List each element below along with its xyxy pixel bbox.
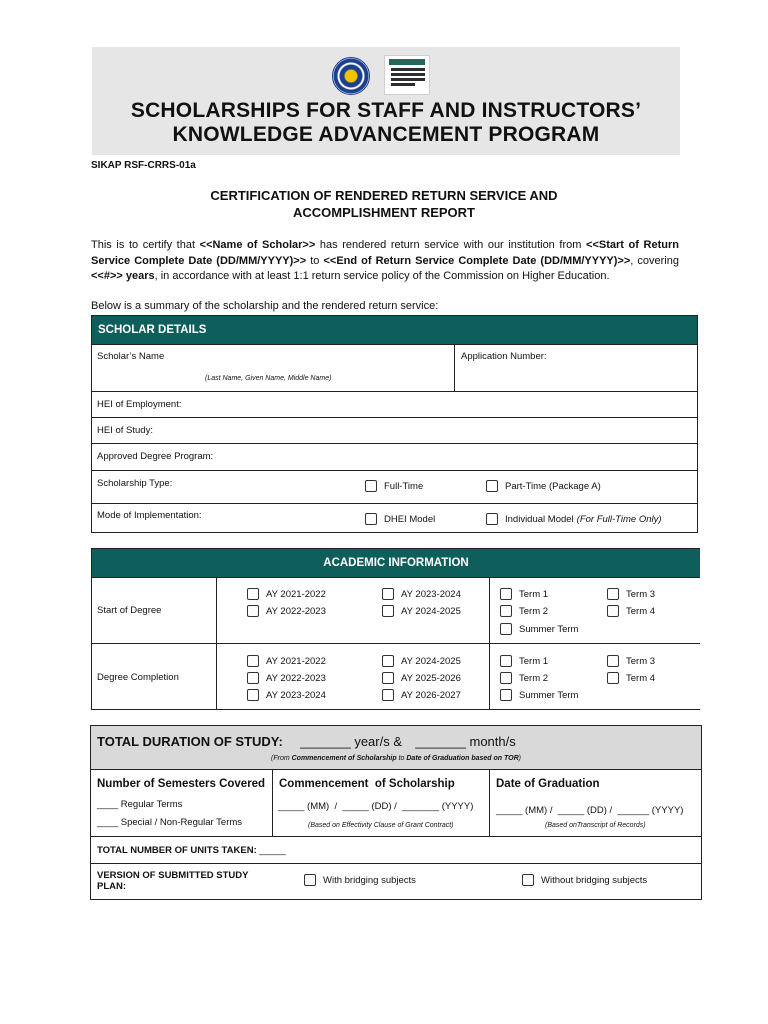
mode-implementation-label: Mode of Implementation:: [97, 510, 202, 521]
completion-ay-option[interactable]: AY 2026-2027: [382, 689, 461, 701]
completion-ay-checkbox[interactable]: [247, 689, 259, 701]
years-unit: year/s &: [350, 734, 403, 749]
completion-term-option[interactable]: Term 3: [607, 655, 655, 667]
start-of-degree-label: Start of Degree: [97, 605, 162, 616]
completion-ay-option[interactable]: AY 2021-2022: [247, 655, 326, 667]
individual-model-checkbox[interactable]: [486, 513, 498, 525]
completion-term-option[interactable]: Summer Term: [500, 689, 578, 701]
hei-study-label: HEI of Study:: [97, 425, 153, 436]
months-blank[interactable]: _______: [415, 734, 466, 749]
completion-ay-checkbox[interactable]: [247, 672, 259, 684]
start-ay-checkbox[interactable]: [382, 605, 394, 617]
completion-ay-option[interactable]: AY 2024-2025: [382, 655, 461, 667]
certification-paragraph: This is to certify that <<Name of Scholar>> has rendered return service with our institution from <<Start of Return Service Complete Date (DD/MM/YYYY)>> to <<End of Return Service Complete Date (DD/MM/YYYY)>>, covering <<#>> years, in accordance with at least 1:1 return service policy of the Commission on Higher Education.: [91, 239, 679, 282]
start-term-checkbox[interactable]: [607, 605, 619, 617]
units-blank[interactable]: _____: [259, 845, 286, 856]
part-time-option[interactable]: Part-Time (Package A): [486, 480, 601, 492]
special-terms[interactable]: ____ Special / Non-Regular Terms: [97, 817, 243, 828]
without-bridging-checkbox[interactable]: [522, 874, 534, 886]
graduation-fields[interactable]: _____ (MM) / _____ (DD) / ______ (YYYY): [496, 805, 684, 816]
part-time-checkbox[interactable]: [486, 480, 498, 492]
without-bridging-option[interactable]: Without bridging subjects: [522, 874, 647, 886]
start-term-checkbox[interactable]: [500, 605, 512, 617]
start-ay-checkbox[interactable]: [247, 605, 259, 617]
application-number-field[interactable]: [561, 347, 691, 367]
units-row: TOTAL NUMBER OF UNITS TAKEN: _____: [97, 845, 286, 856]
graduation-header: Date of Graduation: [496, 778, 600, 790]
completion-ay-checkbox[interactable]: [247, 655, 259, 667]
start-term-checkbox[interactable]: [500, 588, 512, 600]
duration-header: [91, 726, 701, 769]
completion-ay-option[interactable]: AY 2022-2023: [247, 672, 326, 684]
commencement-fields[interactable]: _____ (MM) / _____ (DD) / _______ (YYYY): [278, 801, 474, 812]
start-term-checkbox[interactable]: [500, 623, 512, 635]
duration-note: (From Commencement of Scholarship to Date of Graduation based on TOR): [271, 755, 521, 762]
application-number-label: Application Number:: [461, 351, 547, 362]
years-blank[interactable]: _______: [300, 734, 351, 749]
start-term-checkbox[interactable]: [607, 588, 619, 600]
with-bridging-checkbox[interactable]: [304, 874, 316, 886]
academic-information-header: ACADEMIC INFORMATION: [92, 549, 700, 577]
start-term-option[interactable]: Term 3: [607, 588, 655, 600]
start-ay-checkbox[interactable]: [247, 588, 259, 600]
completion-ay-option[interactable]: AY 2023-2024: [247, 689, 326, 701]
start-term-option[interactable]: Summer Term: [500, 623, 578, 635]
document-title: CERTIFICATION OF RENDERED RETURN SERVICE AND ACCOMPLISHMENT REPORT: [210, 188, 558, 220]
regular-terms[interactable]: ____ Regular Terms: [97, 799, 183, 810]
completion-term-checkbox[interactable]: [500, 655, 512, 667]
start-ay-checkbox[interactable]: [382, 588, 394, 600]
duration-table: [90, 725, 702, 900]
completion-term-checkbox[interactable]: [607, 672, 619, 684]
semesters-header: Number of Semesters Covered: [97, 778, 266, 790]
degree-program-label: Approved Degree Program:: [97, 451, 214, 462]
completion-ay-checkbox[interactable]: [382, 655, 394, 667]
start-term-option[interactable]: Term 2: [500, 605, 548, 617]
study-plan-label: VERSION OF SUBMITTED STUDY PLAN:: [97, 870, 249, 892]
scholar-name-label: Scholar’s Name: [97, 351, 165, 362]
completion-ay-option[interactable]: AY 2025-2026: [382, 672, 461, 684]
completion-term-checkbox[interactable]: [500, 672, 512, 684]
duration-label: TOTAL DURATION OF STUDY:: [97, 734, 283, 749]
months-unit: month/s: [465, 734, 516, 749]
commencement-header: Commencement of Scholarship: [279, 778, 455, 790]
scholar-details-table: [91, 315, 698, 533]
scholarship-type-label: Scholarship Type:: [97, 478, 173, 489]
completion-ay-checkbox[interactable]: [382, 689, 394, 701]
scholar-name-hint: (Last Name, Given Name, Middle Name): [205, 375, 332, 382]
start-ay-option[interactable]: AY 2021-2022: [247, 588, 326, 600]
commencement-note: (Based on Effectivity Clause of Grant Contract): [308, 822, 454, 829]
document-code: SIKAP RSF-CRRS-01a: [91, 160, 196, 171]
start-ay-option[interactable]: AY 2023-2024: [382, 588, 461, 600]
full-time-option[interactable]: Full-Time: [365, 480, 423, 492]
hei-employment-label: HEI of Employment:: [97, 399, 182, 410]
scholar-details-header: SCHOLAR DETAILS: [92, 316, 697, 344]
start-term-option[interactable]: Term 4: [607, 605, 655, 617]
degree-completion-label: Degree Completion: [97, 672, 179, 683]
start-ay-option[interactable]: AY 2022-2023: [247, 605, 326, 617]
completion-term-option[interactable]: Term 4: [607, 672, 655, 684]
program-title: SCHOLARSHIPS FOR STAFF AND INSTRUCTORS’ KNOWLEDGE ADVANCEMENT PROGRAM: [130, 99, 642, 146]
academic-information-table: [91, 548, 700, 710]
completion-term-checkbox[interactable]: [607, 655, 619, 667]
completion-term-checkbox[interactable]: [500, 689, 512, 701]
completion-term-option[interactable]: Term 2: [500, 672, 548, 684]
program-banner: [92, 47, 680, 155]
completion-ay-checkbox[interactable]: [382, 672, 394, 684]
dhei-model-option[interactable]: DHEI Model: [365, 513, 435, 525]
with-bridging-option[interactable]: With bridging subjects: [304, 874, 416, 886]
summary-intro: Below is a summary of the scholarship and the rendered return service:: [91, 300, 439, 312]
graduation-note: (Based onTranscript of Records): [545, 822, 646, 829]
ched-seal-icon: [332, 57, 370, 95]
start-ay-option[interactable]: AY 2024-2025: [382, 605, 461, 617]
completion-term-option[interactable]: Term 1: [500, 655, 548, 667]
full-time-checkbox[interactable]: [365, 480, 377, 492]
start-term-option[interactable]: Term 1: [500, 588, 548, 600]
sikap-logo-icon: [384, 55, 430, 95]
individual-model-option[interactable]: Individual Model (For Full-Time Only): [486, 513, 662, 525]
dhei-model-checkbox[interactable]: [365, 513, 377, 525]
